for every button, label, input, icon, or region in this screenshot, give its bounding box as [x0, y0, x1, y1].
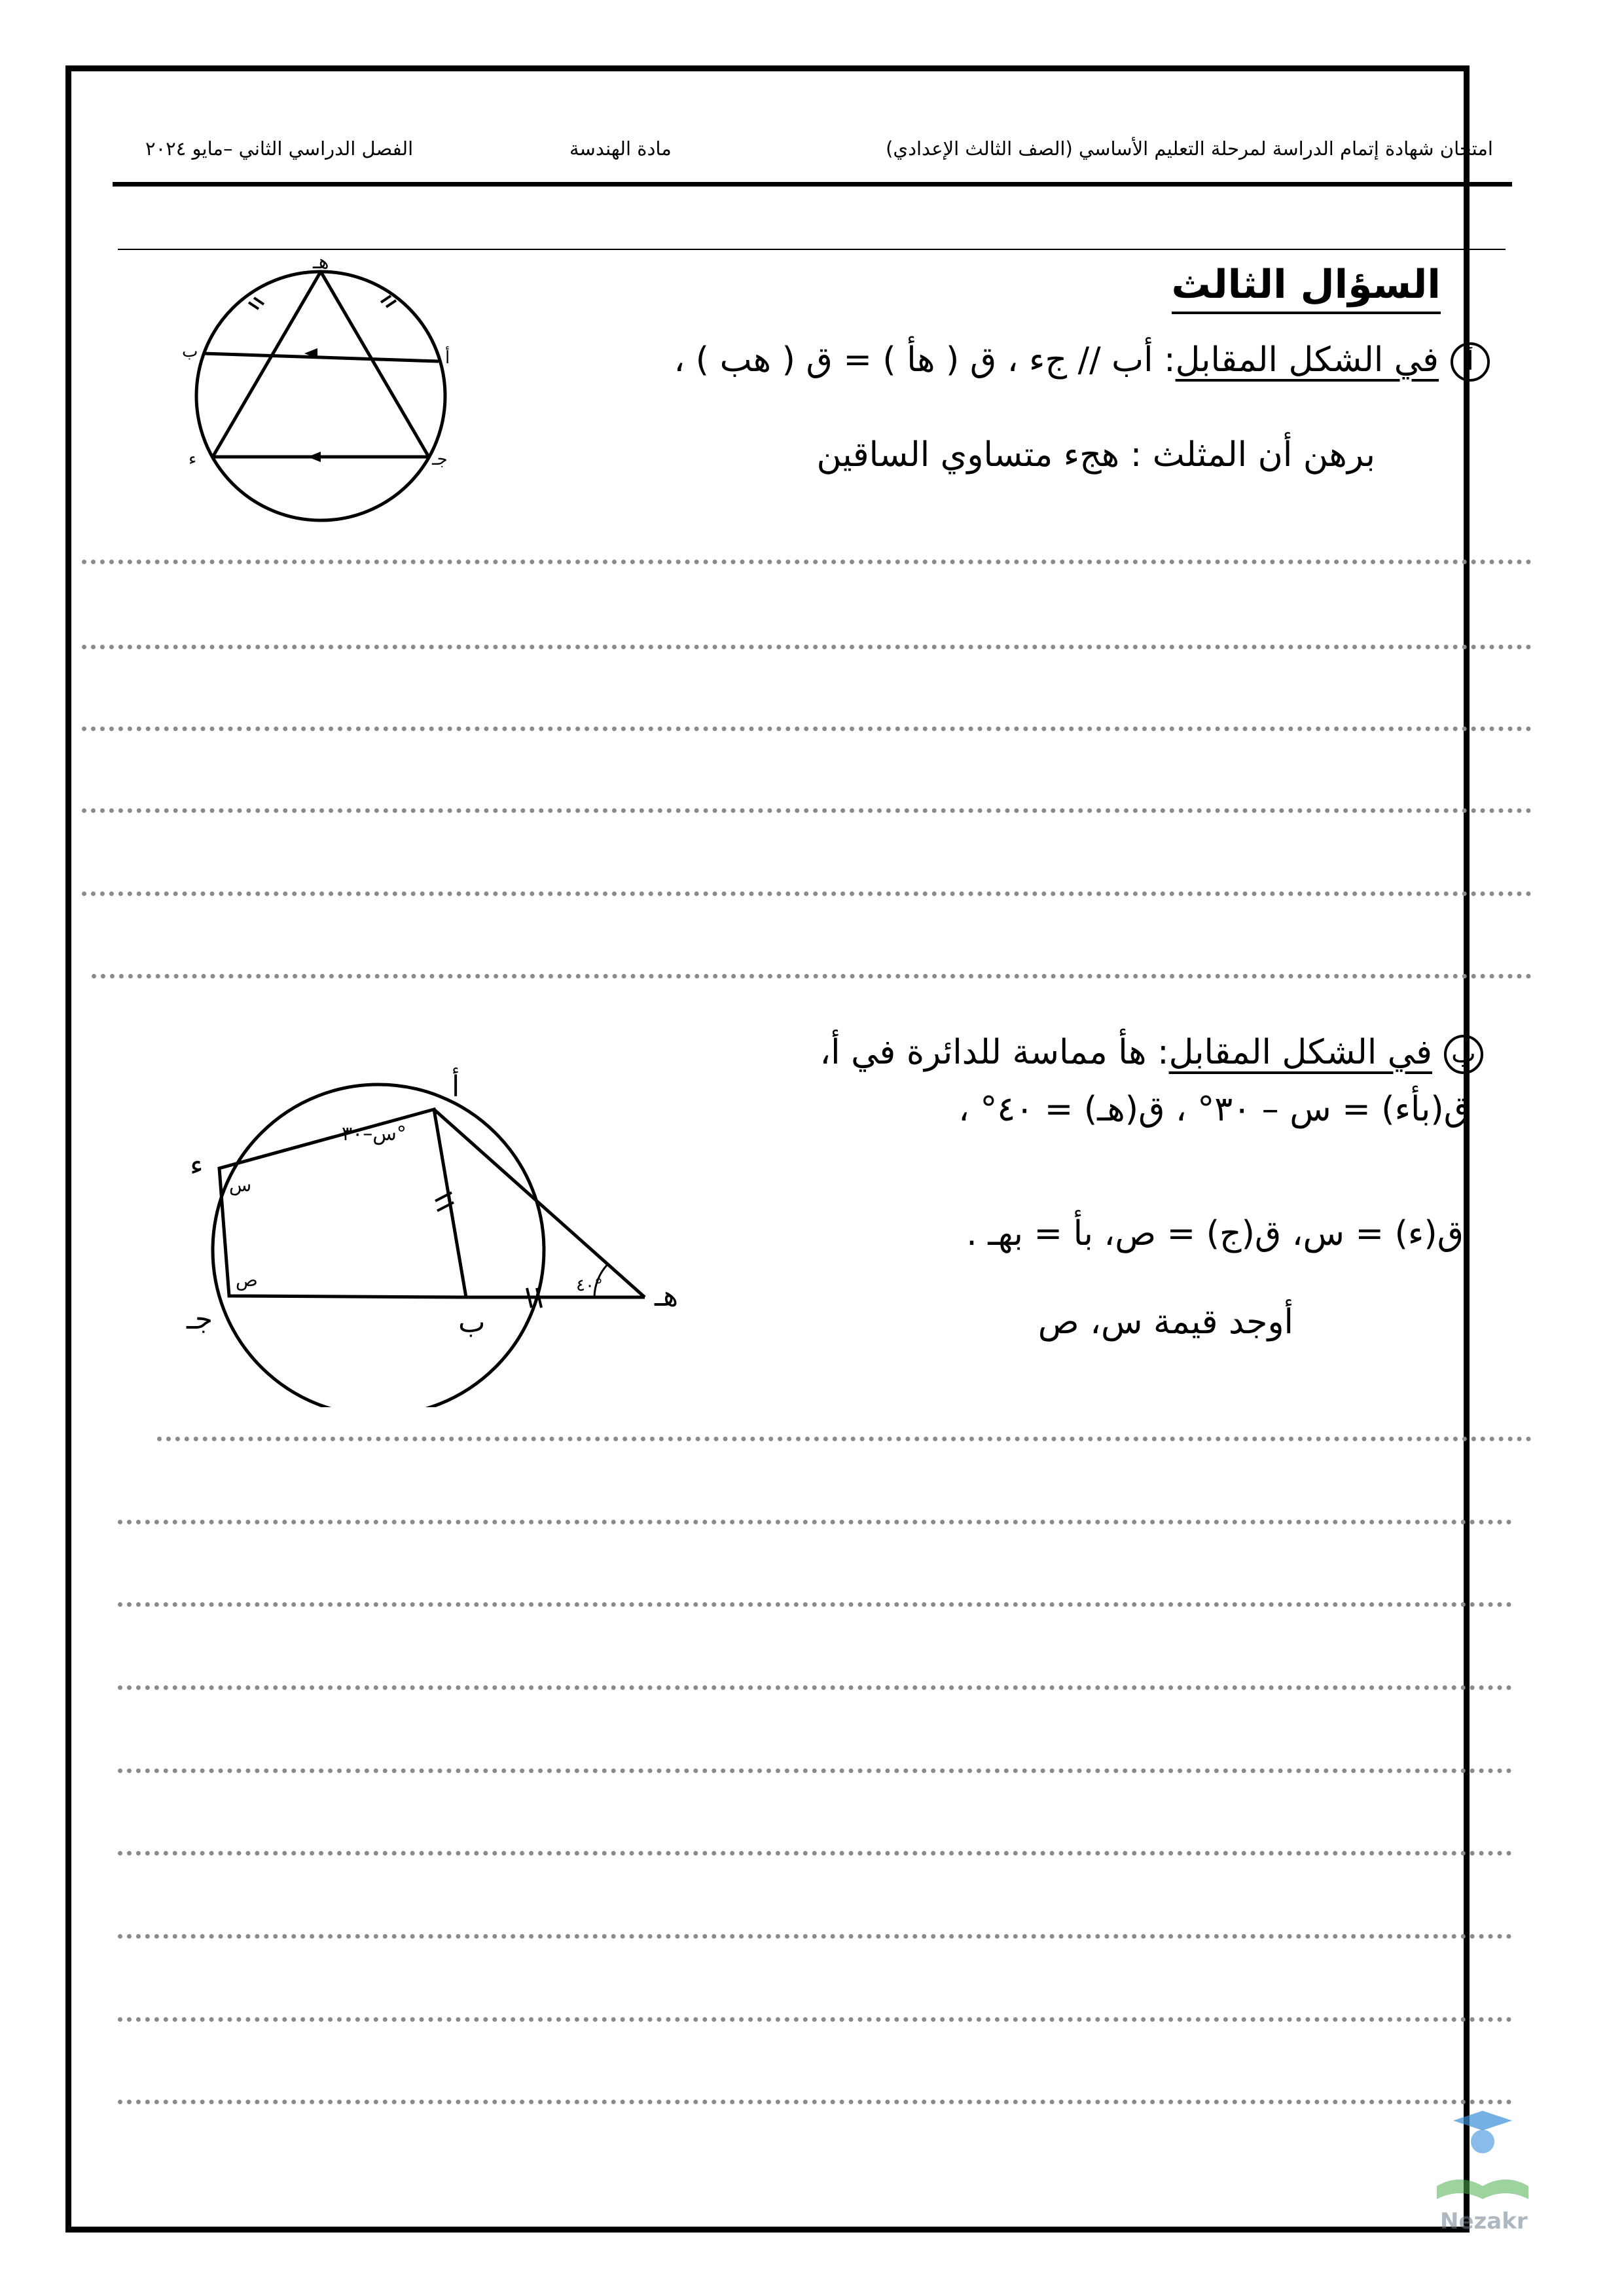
answer-line [82, 726, 1532, 731]
answer-line [118, 1934, 1512, 1939]
answer-line [118, 1768, 1512, 1773]
figure-a [170, 249, 484, 550]
book-cap-icon [1378, 2101, 1568, 2238]
part-b-line4: أوجد قيمة س، ص [1038, 1302, 1293, 1342]
figure-a-label-right-upper: أ [445, 348, 450, 368]
figure-b-angle-e: ٤٠° [576, 1276, 603, 1295]
part-b-line1: : هأ مماسة للدائرة في أ، [820, 1033, 1169, 1072]
part-a-statement [674, 340, 1490, 382]
part-a-intro: في الشكل المقابل [1175, 340, 1439, 380]
logo-text: Nezakr [1440, 2208, 1528, 2234]
figure-b-label-a: أ [452, 1070, 460, 1103]
figure-a-label-left-upper: ب [182, 342, 198, 361]
answer-line [82, 645, 1532, 649]
answer-line [118, 1602, 1512, 1607]
part-b-badge: ب [1444, 1035, 1483, 1074]
figure-b-label-b: ب [458, 1306, 486, 1339]
answer-line [92, 974, 1532, 978]
figure-b-label-e: هـ [655, 1280, 679, 1313]
part-b-intro: في الشكل المقابل [1168, 1033, 1432, 1072]
header-rule [113, 182, 1512, 187]
answer-line [118, 2017, 1512, 2022]
header-term: الفصل الدراسي الثاني –مايو ٢٠٢٤ [145, 137, 414, 160]
figure-b-label-d: ء [190, 1149, 204, 1182]
part-b-line2: ق(بأء) = س – ٣٠° ، ق(هـ) = ٤٠° ، [958, 1090, 1470, 1129]
answer-line [82, 560, 1532, 564]
figure-b-angle-d: س [229, 1174, 252, 1196]
answer-line [82, 891, 1532, 896]
part-b-line3: ق(ء) = س، ق(ج) = ص، بأ = بهـ . [966, 1214, 1464, 1253]
figure-a-label-right-lower: جـ [432, 450, 448, 469]
answer-line [82, 808, 1532, 813]
figure-a-label-top: هـ [313, 251, 329, 274]
header-exam-title: امتحان شهادة إتمام الدراسة لمرحلة التعليم الأساسي (الصف الثالث الإعدادي) [886, 137, 1493, 160]
part-a-given: : أب // جء ، ق ( هأ ) = ق ( هب ) ، [674, 340, 1176, 380]
answer-line [118, 1685, 1512, 1690]
part-b-statement [820, 1033, 1483, 1074]
part-a-badge: أ [1451, 342, 1490, 382]
figure-b-label-c: جـ [187, 1302, 213, 1336]
header-subject: مادة الهندسة [569, 137, 672, 160]
answer-line [118, 1520, 1512, 1524]
nezakr-logo [1378, 2101, 1568, 2238]
figure-a-label-left-lower: ء [189, 450, 197, 469]
figure-b-angle-c: ص [236, 1269, 258, 1291]
answer-line [157, 1437, 1532, 1441]
part-a-prove: برهن أن المثلث : هجء متساوي الساقين [816, 435, 1375, 475]
question-title: السؤال الثالث [1172, 262, 1441, 314]
figure-a-circle [196, 272, 445, 520]
answer-line [118, 2100, 1512, 2104]
figure-b-angle-a: س–٣٠° [342, 1122, 406, 1145]
answer-line [118, 1851, 1512, 1856]
figure-b [170, 1054, 733, 1407]
